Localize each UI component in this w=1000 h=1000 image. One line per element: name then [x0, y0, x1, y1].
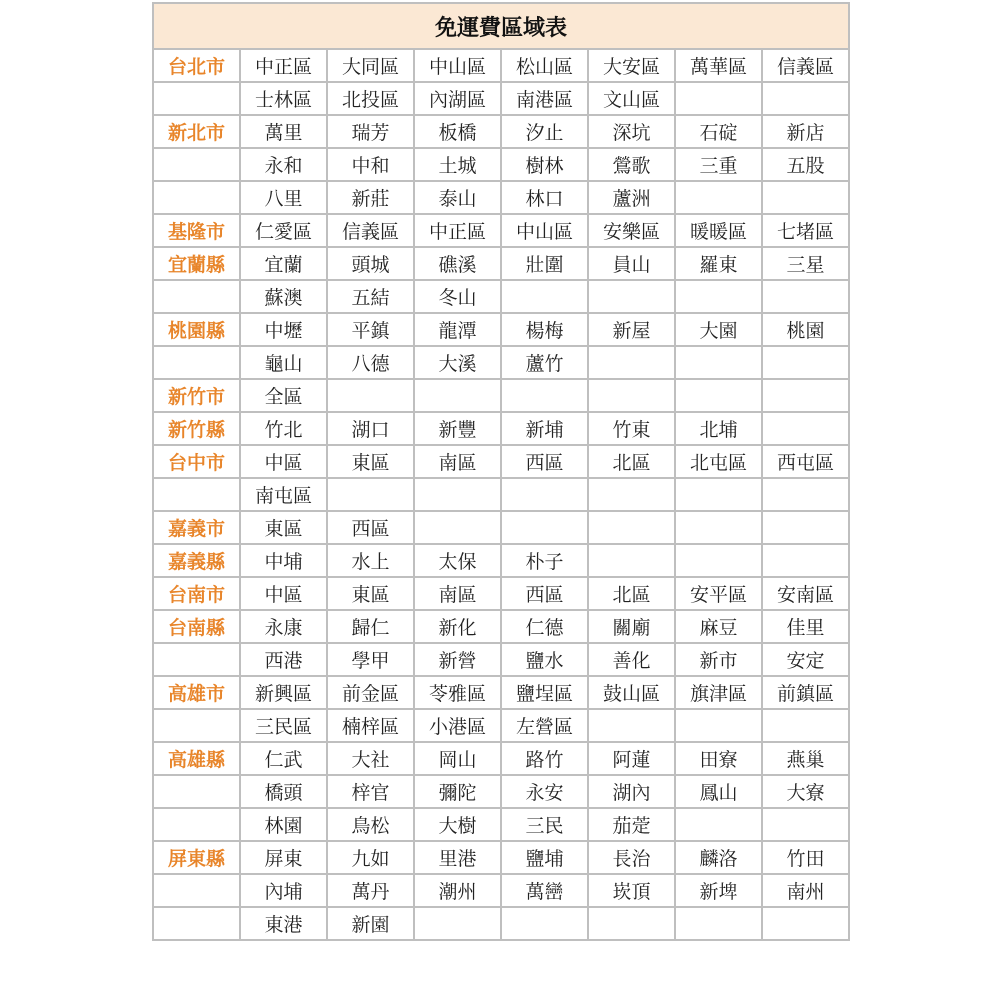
district-cell: 礁溪: [414, 247, 501, 280]
district-cell: 燕巢: [762, 742, 849, 775]
district-cell: 中山區: [414, 49, 501, 82]
district-cell: 龜山: [240, 346, 327, 379]
district-cell: 五結: [327, 280, 414, 313]
table-row: [153, 115, 849, 148]
district-cell: 永安: [501, 775, 588, 808]
district-cell: [675, 181, 762, 214]
district-cell: 長治: [588, 841, 675, 874]
table-row: [153, 247, 849, 280]
district-cell: 竹東: [588, 412, 675, 445]
district-cell: [762, 478, 849, 511]
district-cell: 路竹: [501, 742, 588, 775]
district-cell: 萬里: [240, 115, 327, 148]
district-cell: 三民區: [240, 709, 327, 742]
district-cell: [501, 511, 588, 544]
region-name-cell: [153, 643, 240, 676]
table-row: [153, 313, 849, 346]
district-cell: 中和: [327, 148, 414, 181]
district-cell: 水上: [327, 544, 414, 577]
district-cell: 七堵區: [762, 214, 849, 247]
district-cell: [762, 412, 849, 445]
district-cell: 朴子: [501, 544, 588, 577]
district-cell: 左營區: [501, 709, 588, 742]
region-name-cell: 高雄市: [153, 676, 240, 709]
district-cell: 永康: [240, 610, 327, 643]
district-cell: 新興區: [240, 676, 327, 709]
district-cell: 大樹: [414, 808, 501, 841]
table-title: 免運費區域表: [153, 3, 849, 49]
district-cell: 崁頂: [588, 874, 675, 907]
district-cell: 羅東: [675, 247, 762, 280]
district-cell: 麟洛: [675, 841, 762, 874]
district-cell: 善化: [588, 643, 675, 676]
region-name-cell: 屏東縣: [153, 841, 240, 874]
district-cell: 南區: [414, 577, 501, 610]
district-cell: 內湖區: [414, 82, 501, 115]
district-cell: 東區: [240, 511, 327, 544]
district-cell: 三民: [501, 808, 588, 841]
district-cell: 暖暖區: [675, 214, 762, 247]
table-row: [153, 82, 849, 115]
district-cell: 士林區: [240, 82, 327, 115]
district-cell: 新埔: [501, 412, 588, 445]
district-cell: [675, 280, 762, 313]
district-cell: 茄萣: [588, 808, 675, 841]
district-cell: 中山區: [501, 214, 588, 247]
district-cell: 岡山: [414, 742, 501, 775]
district-cell: 內埔: [240, 874, 327, 907]
district-cell: [675, 346, 762, 379]
district-cell: 湖內: [588, 775, 675, 808]
table-row: [153, 841, 849, 874]
district-cell: [501, 478, 588, 511]
district-cell: 大安區: [588, 49, 675, 82]
district-cell: 深坑: [588, 115, 675, 148]
district-cell: 萬巒: [501, 874, 588, 907]
district-cell: 新市: [675, 643, 762, 676]
district-cell: 屏東: [240, 841, 327, 874]
region-name-cell: 嘉義市: [153, 511, 240, 544]
district-cell: [675, 544, 762, 577]
district-cell: 土城: [414, 148, 501, 181]
district-cell: [762, 346, 849, 379]
district-cell: 南州: [762, 874, 849, 907]
district-cell: [588, 379, 675, 412]
region-name-cell: 基隆市: [153, 214, 240, 247]
district-cell: [588, 544, 675, 577]
district-cell: 全區: [240, 379, 327, 412]
table-row: [153, 49, 849, 82]
district-cell: 龍潭: [414, 313, 501, 346]
district-cell: 學甲: [327, 643, 414, 676]
district-cell: [501, 280, 588, 313]
district-cell: 鹽埔: [501, 841, 588, 874]
region-name-cell: [153, 280, 240, 313]
district-cell: [588, 346, 675, 379]
district-cell: 大社: [327, 742, 414, 775]
district-cell: 信義區: [327, 214, 414, 247]
district-cell: 東港: [240, 907, 327, 940]
district-cell: 安定: [762, 643, 849, 676]
district-cell: 前金區: [327, 676, 414, 709]
table-row: [153, 181, 849, 214]
district-cell: [762, 544, 849, 577]
district-cell: 林園: [240, 808, 327, 841]
district-cell: 麻豆: [675, 610, 762, 643]
district-cell: 阿蓮: [588, 742, 675, 775]
district-cell: 林口: [501, 181, 588, 214]
district-cell: 楊梅: [501, 313, 588, 346]
table-row: [153, 775, 849, 808]
table-row: [153, 874, 849, 907]
district-cell: 中正區: [240, 49, 327, 82]
district-cell: 新豐: [414, 412, 501, 445]
district-cell: [327, 379, 414, 412]
table-row: [153, 907, 849, 940]
region-name-cell: 新竹縣: [153, 412, 240, 445]
district-cell: 新屋: [588, 313, 675, 346]
region-name-cell: [153, 346, 240, 379]
district-cell: 南區: [414, 445, 501, 478]
district-cell: 東區: [327, 445, 414, 478]
district-cell: 蘆竹: [501, 346, 588, 379]
district-cell: 鳳山: [675, 775, 762, 808]
district-cell: [501, 379, 588, 412]
district-cell: 九如: [327, 841, 414, 874]
district-cell: [327, 478, 414, 511]
district-cell: 三星: [762, 247, 849, 280]
table-row: [153, 742, 849, 775]
district-cell: 安樂區: [588, 214, 675, 247]
region-name-cell: [153, 709, 240, 742]
district-cell: [675, 808, 762, 841]
district-cell: 新店: [762, 115, 849, 148]
district-cell: 中埔: [240, 544, 327, 577]
district-cell: 平鎮: [327, 313, 414, 346]
district-cell: 仁愛區: [240, 214, 327, 247]
district-cell: 鹽埕區: [501, 676, 588, 709]
district-cell: 西區: [501, 577, 588, 610]
district-cell: 田寮: [675, 742, 762, 775]
district-cell: 西區: [327, 511, 414, 544]
district-cell: [588, 907, 675, 940]
district-cell: [762, 82, 849, 115]
district-cell: 苓雅區: [414, 676, 501, 709]
district-cell: 安平區: [675, 577, 762, 610]
region-name-cell: 嘉義縣: [153, 544, 240, 577]
table-row: [153, 346, 849, 379]
region-name-cell: [153, 775, 240, 808]
district-cell: [588, 280, 675, 313]
table-row: [153, 214, 849, 247]
table-row: [153, 577, 849, 610]
district-cell: 瑞芳: [327, 115, 414, 148]
free-shipping-table-container: [152, 2, 850, 941]
district-cell: 西區: [501, 445, 588, 478]
district-cell: 文山區: [588, 82, 675, 115]
district-cell: 鳥松: [327, 808, 414, 841]
district-cell: [414, 478, 501, 511]
district-cell: [762, 379, 849, 412]
district-cell: 新莊: [327, 181, 414, 214]
district-cell: [414, 511, 501, 544]
district-cell: [588, 511, 675, 544]
district-cell: 鹽水: [501, 643, 588, 676]
district-cell: 員山: [588, 247, 675, 280]
district-cell: 西屯區: [762, 445, 849, 478]
district-cell: [762, 907, 849, 940]
district-cell: [414, 379, 501, 412]
district-cell: 南屯區: [240, 478, 327, 511]
region-name-cell: 新北市: [153, 115, 240, 148]
table-row: [153, 544, 849, 577]
district-cell: 小港區: [414, 709, 501, 742]
region-name-cell: 新竹市: [153, 379, 240, 412]
table-row: [153, 808, 849, 841]
district-cell: 北屯區: [675, 445, 762, 478]
district-cell: 里港: [414, 841, 501, 874]
district-cell: 彌陀: [414, 775, 501, 808]
district-cell: [762, 709, 849, 742]
region-name-cell: [153, 181, 240, 214]
district-cell: 仁德: [501, 610, 588, 643]
district-cell: 大寮: [762, 775, 849, 808]
district-cell: 佳里: [762, 610, 849, 643]
district-cell: 新營: [414, 643, 501, 676]
district-cell: 鶯歌: [588, 148, 675, 181]
district-cell: 汐止: [501, 115, 588, 148]
district-cell: 五股: [762, 148, 849, 181]
region-name-cell: 宜蘭縣: [153, 247, 240, 280]
district-cell: 蘇澳: [240, 280, 327, 313]
district-cell: 頭城: [327, 247, 414, 280]
table-body: [153, 3, 849, 940]
table-row: [153, 643, 849, 676]
table-row: [153, 478, 849, 511]
district-cell: 大同區: [327, 49, 414, 82]
district-cell: 信義區: [762, 49, 849, 82]
table-row: [153, 676, 849, 709]
district-cell: 梓官: [327, 775, 414, 808]
district-cell: 楠梓區: [327, 709, 414, 742]
district-cell: 三重: [675, 148, 762, 181]
district-cell: [501, 907, 588, 940]
region-name-cell: 台北市: [153, 49, 240, 82]
region-name-cell: [153, 907, 240, 940]
region-name-cell: 高雄縣: [153, 742, 240, 775]
district-cell: 橋頭: [240, 775, 327, 808]
region-name-cell: [153, 874, 240, 907]
district-cell: 前鎮區: [762, 676, 849, 709]
table-row: [153, 511, 849, 544]
district-cell: [762, 181, 849, 214]
district-cell: 新埤: [675, 874, 762, 907]
district-cell: 八里: [240, 181, 327, 214]
table-row: [153, 379, 849, 412]
district-cell: 泰山: [414, 181, 501, 214]
district-cell: [762, 808, 849, 841]
free-shipping-table: [152, 2, 850, 941]
table-row: [153, 280, 849, 313]
table-row: [153, 709, 849, 742]
table-title-row: [153, 3, 849, 49]
district-cell: [675, 82, 762, 115]
district-cell: 太保: [414, 544, 501, 577]
district-cell: [588, 709, 675, 742]
table-row: [153, 445, 849, 478]
district-cell: 北區: [588, 577, 675, 610]
district-cell: 蘆洲: [588, 181, 675, 214]
district-cell: 竹北: [240, 412, 327, 445]
district-cell: 新化: [414, 610, 501, 643]
region-name-cell: 桃園縣: [153, 313, 240, 346]
table-row: [153, 610, 849, 643]
district-cell: 壯圍: [501, 247, 588, 280]
district-cell: 安南區: [762, 577, 849, 610]
district-cell: 板橋: [414, 115, 501, 148]
district-cell: 北投區: [327, 82, 414, 115]
district-cell: 永和: [240, 148, 327, 181]
district-cell: 大園: [675, 313, 762, 346]
district-cell: 鼓山區: [588, 676, 675, 709]
district-cell: 南港區: [501, 82, 588, 115]
district-cell: 東區: [327, 577, 414, 610]
region-name-cell: [153, 808, 240, 841]
district-cell: 松山區: [501, 49, 588, 82]
region-name-cell: [153, 82, 240, 115]
district-cell: [675, 511, 762, 544]
district-cell: [675, 907, 762, 940]
district-cell: 桃園: [762, 313, 849, 346]
district-cell: 中區: [240, 577, 327, 610]
district-cell: 宜蘭: [240, 247, 327, 280]
district-cell: 大溪: [414, 346, 501, 379]
district-cell: 竹田: [762, 841, 849, 874]
district-cell: 萬華區: [675, 49, 762, 82]
district-cell: [675, 379, 762, 412]
district-cell: 北埔: [675, 412, 762, 445]
district-cell: 北區: [588, 445, 675, 478]
district-cell: 湖口: [327, 412, 414, 445]
region-name-cell: 台南市: [153, 577, 240, 610]
table-row: [153, 412, 849, 445]
district-cell: 八德: [327, 346, 414, 379]
district-cell: 仁武: [240, 742, 327, 775]
district-cell: [762, 511, 849, 544]
district-cell: 潮州: [414, 874, 501, 907]
district-cell: 西港: [240, 643, 327, 676]
district-cell: 關廟: [588, 610, 675, 643]
district-cell: 樹林: [501, 148, 588, 181]
district-cell: [414, 907, 501, 940]
region-name-cell: [153, 478, 240, 511]
district-cell: 石碇: [675, 115, 762, 148]
district-cell: 中正區: [414, 214, 501, 247]
district-cell: 中壢: [240, 313, 327, 346]
table-row: [153, 148, 849, 181]
district-cell: [588, 478, 675, 511]
district-cell: [675, 709, 762, 742]
district-cell: [762, 280, 849, 313]
district-cell: 新園: [327, 907, 414, 940]
district-cell: 旗津區: [675, 676, 762, 709]
district-cell: [675, 478, 762, 511]
region-name-cell: 台中市: [153, 445, 240, 478]
district-cell: 萬丹: [327, 874, 414, 907]
district-cell: 中區: [240, 445, 327, 478]
region-name-cell: [153, 148, 240, 181]
region-name-cell: 台南縣: [153, 610, 240, 643]
district-cell: 冬山: [414, 280, 501, 313]
district-cell: 歸仁: [327, 610, 414, 643]
